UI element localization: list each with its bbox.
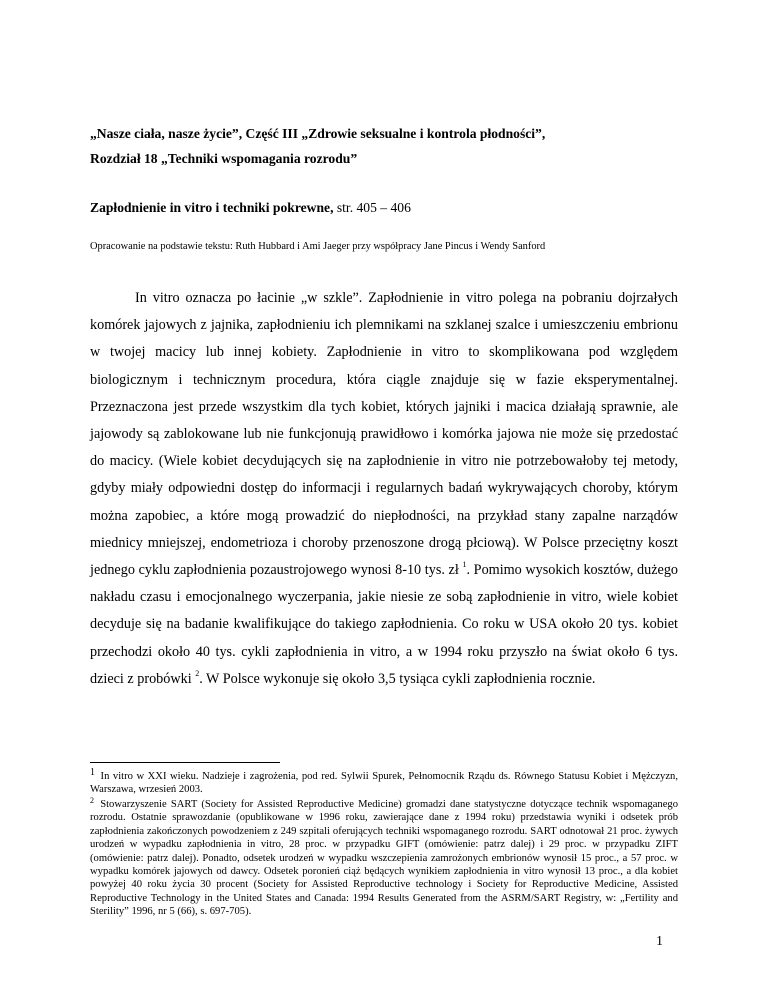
footnote-number: 2	[90, 796, 94, 805]
body-text-part2: . Pomimo wysokich kosztów, dużego nakładu czasu i emocjonalnego wyczerpania, jakie niesie ze sobą zapłodnienie in vitro, wiele kobiet decyduje się na badanie kwalifikujące do takiego zapłodnienia. Co roku w USA około 20 tys. kobiet przechodzi około 40 tys. cykli zapłodnienia in vitro, a w 1994 roku przyszło na świat około 6 tys. dzieci z probówki	[90, 562, 679, 687]
footnote-text: Stowarzyszenie SART (Society for Assisted Reproductive Medicine) gromadzi dane statystyczne dotyczące technik wspomaganego rozrodu. Ostatnie sprawozdanie (opublikowane w 1996 roku, zawierające dane z 1994 roku) przedstawia wyniki i odsetek prób zapłodnienia zakończonych powodzeniem z 249 szpitali oferujących techniki wspomaganego rozrodu. SART odnotował 21 proc. żywych urodzeń w wypadku zapłodnienia in vitro, 28 proc. w przypadku GIFT (omówienie: patrz dalej) i 29 proc. w przypadku ZIFT (omówienie: patrz dalej). Ponadto, odsetek urodzeń w wypadku wszczepienia zamrożonych embrionów wynosił 15 proc., a 57 proc. w wypadku komórek jajowych od dawcy. Odsetek poronień ciąż będących wynikiem zapłodnienia in vitro wynosił 13 proc., a dla kobiet powyżej 40 roku życia 30 procent (Society for Assisted Reproductive technology i Society for Reproductive Medicine, Assisted Reproductive Technology in the United States and Canada: 1994 Results Generated from the ASRM/SART Registry, w: „Fertility and Sterility” 1996, nr 5 (66), s. 697-705).	[90, 799, 679, 918]
footnote-ref-2[interactable]: 2	[195, 669, 200, 679]
chapter-title: Rozdział 18 „Techniki wspomagania rozrodu”	[90, 151, 358, 166]
page-number: 1	[656, 934, 663, 949]
source-credit: Opracowanie na podstawie tekstu: Ruth Hubbard i Ami Jaeger przy współpracy Jane Pincus i Wendy Sanford	[90, 241, 546, 252]
book-title: „Nasze ciała, nasze życie”, Część III „Zdrowie seksualne i kontrola płodności”,	[90, 126, 546, 141]
footnote-text: In vitro w XXI wieku. Nadzieje i zagrożenia, pod red. Sylwii Spurek, Pełnomocnik Rządu ds. Równego Statusu Kobiet i Mężczyzn, Warszawa, wrzesień 2003.	[90, 771, 678, 796]
section-pages: str. 405 – 406	[333, 200, 411, 215]
footnote-2	[90, 798, 678, 919]
footnote-1	[90, 767, 678, 797]
footnote-number: 1	[90, 767, 95, 778]
footnote-ref-1[interactable]: 1	[462, 560, 467, 570]
section-title: Zapłodnienie in vitro i techniki pokrewne,	[90, 200, 334, 215]
body-paragraph	[90, 285, 678, 693]
footnote-separator	[90, 762, 280, 763]
section-heading	[90, 199, 690, 217]
body-text-part3: . W Polsce wykonuje się około 3,5 tysiąca cykli zapłodnienia rocznie.	[199, 670, 596, 687]
body-text-part1: In vitro oznacza po łacinie „w szkle”. Zapłodnienie in vitro polega na pobraniu dojrzałych komórek jajowych z jajnika, zapłodnieniu ich plemnikami na szklanej szalce i umieszczeniu embrionu w twojej macicy lub innej kobiety. Zapłodnienie in vitro to skomplikowana pod względem biologicznym i technicznym procedura, która ciągle znajduje się w fazie eksperymentalnej. Przeznaczona jest przede wszystkim dla tych kobiet, których jajniki i macica działają sprawnie, ale jajowody są zablokowane lub nie funkcjonują prawidłowo i komórka jajowa nie może się przedostać do macicy. (Wiele kobiet decydujących się na zapłodnienie in vitro nie potrzebowałoby tej metody, gdyby miały odpowiedni dostęp do informacji i regularnych badań wykrywających choroby, którym można zapobiec, a które mogą prowadzić do niepłodności, na przykład stany zapalne narządów miednicy mniejszej, endometrioza i choroby przenoszone drogą płciową). W Polsce przeciętny koszt jednego cyklu zapłodnienia pozaustrojowego wynosi 8-10 tys. zł	[90, 290, 678, 579]
